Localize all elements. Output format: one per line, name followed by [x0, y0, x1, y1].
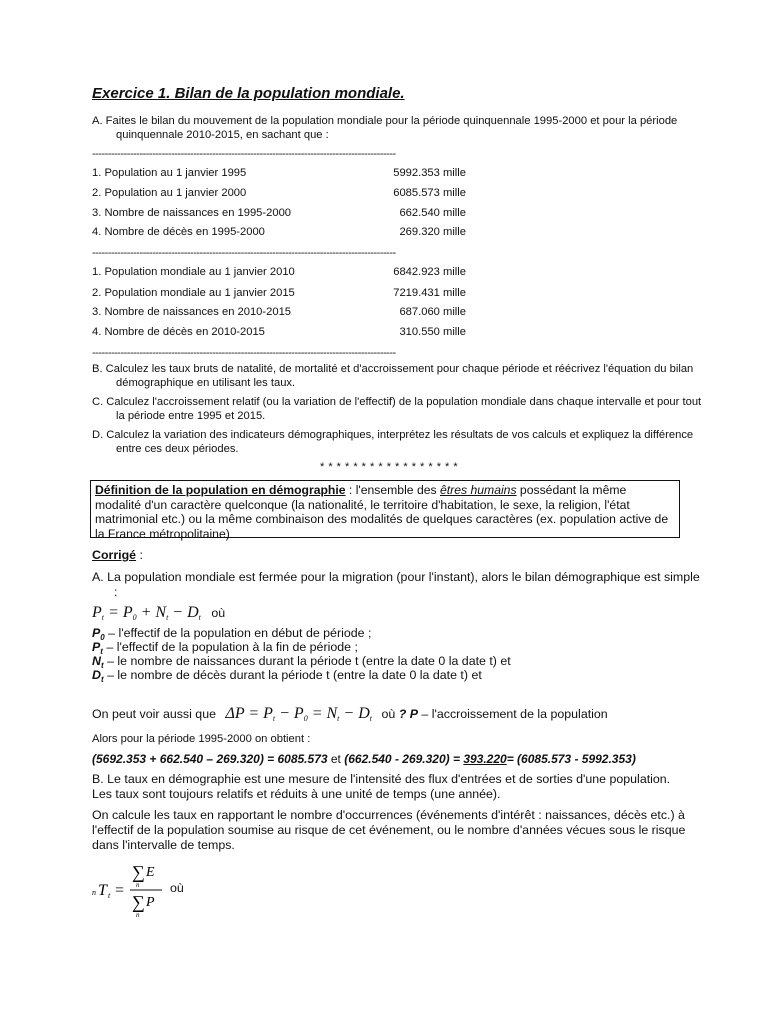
table1-row: 4. Nombre de décès en 1995-2000 269.320 mille: [92, 226, 466, 238]
stars-divider: * * * * * * * * * * * * * * * * *: [320, 461, 459, 473]
svg-text:E: E: [146, 865, 155, 880]
part-c-question: C. Calculez l'accroissement relatif (ou la variation de l'effectif) de la population mondiale dans chaque intervalle et pour tout la période entre 1995 et 2015.: [92, 396, 702, 422]
table2-row: 3. Nombre de naissances en 2010-2015 687.060 mille: [92, 306, 466, 318]
taux-explanation: On calcule les taux en rapportant le nombre d'occurrences (événements d'intérêt : naissances, décès etc.) à l'effectif de la population soumise au risque de cet événement, ou le nombre d'années vécues sous le risque dans l'intervalle de temps.: [92, 808, 686, 852]
definition-line: $D_t$ – le nombre de décès durant la période t (entre la date 0 la date t) et: [92, 668, 482, 684]
increase-equation-line: On peut voir aussi que $\Delta P = P_t - P_0 = N_t - D_t$ où ? P – l'accroissement de la population: [92, 705, 608, 723]
svg-text:n: n: [92, 888, 96, 897]
svg-text:n: n: [136, 911, 140, 919]
exercise-title: Exercice 1. Bilan de la population mondiale.: [92, 85, 405, 102]
svg-text:=: =: [115, 882, 125, 899]
definition-line: $N_t$ – le nombre de naissances durant la période t (entre la date 0 la date t) et: [92, 654, 511, 670]
svg-text:∑: ∑: [132, 892, 145, 912]
rate-formula: [90, 860, 200, 920]
definition-term: Définition de la population en démographie: [95, 483, 346, 497]
table2-row: 1. Population mondiale au 1 janvier 2010 6842.923 mille: [92, 266, 466, 278]
separator-line: ------------------------------------------------------------------------------------------------: [92, 148, 396, 160]
table2-row: 4. Nombre de décès en 2010-2015 310.550 mille: [92, 326, 466, 338]
part-d-question: D. Calculez la variation des indicateurs démographiques, interprétez les résultats de vos calculs et expliquez la différence entre ces deux périodes.: [92, 429, 694, 455]
table2-row: 2. Population mondiale au 1 janvier 2015 7219.431 mille: [92, 287, 466, 299]
svg-text:∑: ∑: [132, 862, 145, 882]
rate-formula-ou: où: [170, 881, 184, 895]
svg-text:t: t: [108, 891, 111, 900]
part-b-question: B. Calculez les taux bruts de natalité, de mortalité et d'accroissement pour chaque période et réécrivez l'équation du bilan démographique en utilisant les taux.: [92, 363, 694, 389]
corrige-b-text: B. Le taux en démographie est une mesure de l'intensité des flux d'entrées et de sorties d'une population. Les taux sont toujours relatifs et réduits à une unité de temps (une année).: [92, 772, 671, 801]
table1-row: 2. Population au 1 janvier 2000 6085.573 mille: [92, 187, 466, 199]
svg-text:n: n: [136, 881, 140, 889]
part-a-question: A. Faites le bilan du mouvement de la population mondiale pour la période quinquennale 1995-2000 et pour la période quinquennale 2010-2015, en sachant que :: [92, 115, 678, 141]
separator-line: ------------------------------------------------------------------------------------------------: [92, 347, 396, 359]
calculation-line: (5692.353 + 662.540 – 269.320) = 6085.573 et (662.540 - 269.320) = 393.220= (6085.573 - 5992.353): [92, 752, 636, 766]
balance-equation: $P_t = P_0 + N_t - D_t$ où: [92, 604, 226, 622]
corrige-heading: Corrigé :: [92, 548, 143, 562]
separator-line: ------------------------------------------------------------------------------------------------: [92, 247, 396, 259]
table1-row: 3. Nombre de naissances en 1995-2000 662.540 mille: [92, 207, 466, 219]
corrige-a-intro: A. La population mondiale est fermée pour la migration (pour l'instant), alors le bilan démographique est simple :: [92, 570, 700, 599]
definition-line: $P_0$ – l'effectif de la population en début de période ;: [92, 626, 372, 642]
svg-text:T: T: [98, 882, 107, 899]
svg-text:P: P: [146, 895, 155, 910]
definition-line: $P_t$ – l'effectif de la population à la fin de période ;: [92, 640, 358, 656]
period-intro: Alors pour la période 1995-2000 on obtient :: [92, 733, 311, 745]
definition-emphasis: êtres humains: [440, 483, 517, 497]
definition-box: Définition de la population en démographie : l'ensemble des êtres humains possédant la même modalité d'un caractère quelconque (la nationalité, le territoire d'habitation, le sexe, la religion, l'état matrimonial etc.) ou la même combinaison des modalités de quelques caractères (ex. population active de la France métropolitaine): [90, 480, 680, 538]
table1-row: 1. Population au 1 janvier 1995 5992.353 mille: [92, 167, 466, 179]
